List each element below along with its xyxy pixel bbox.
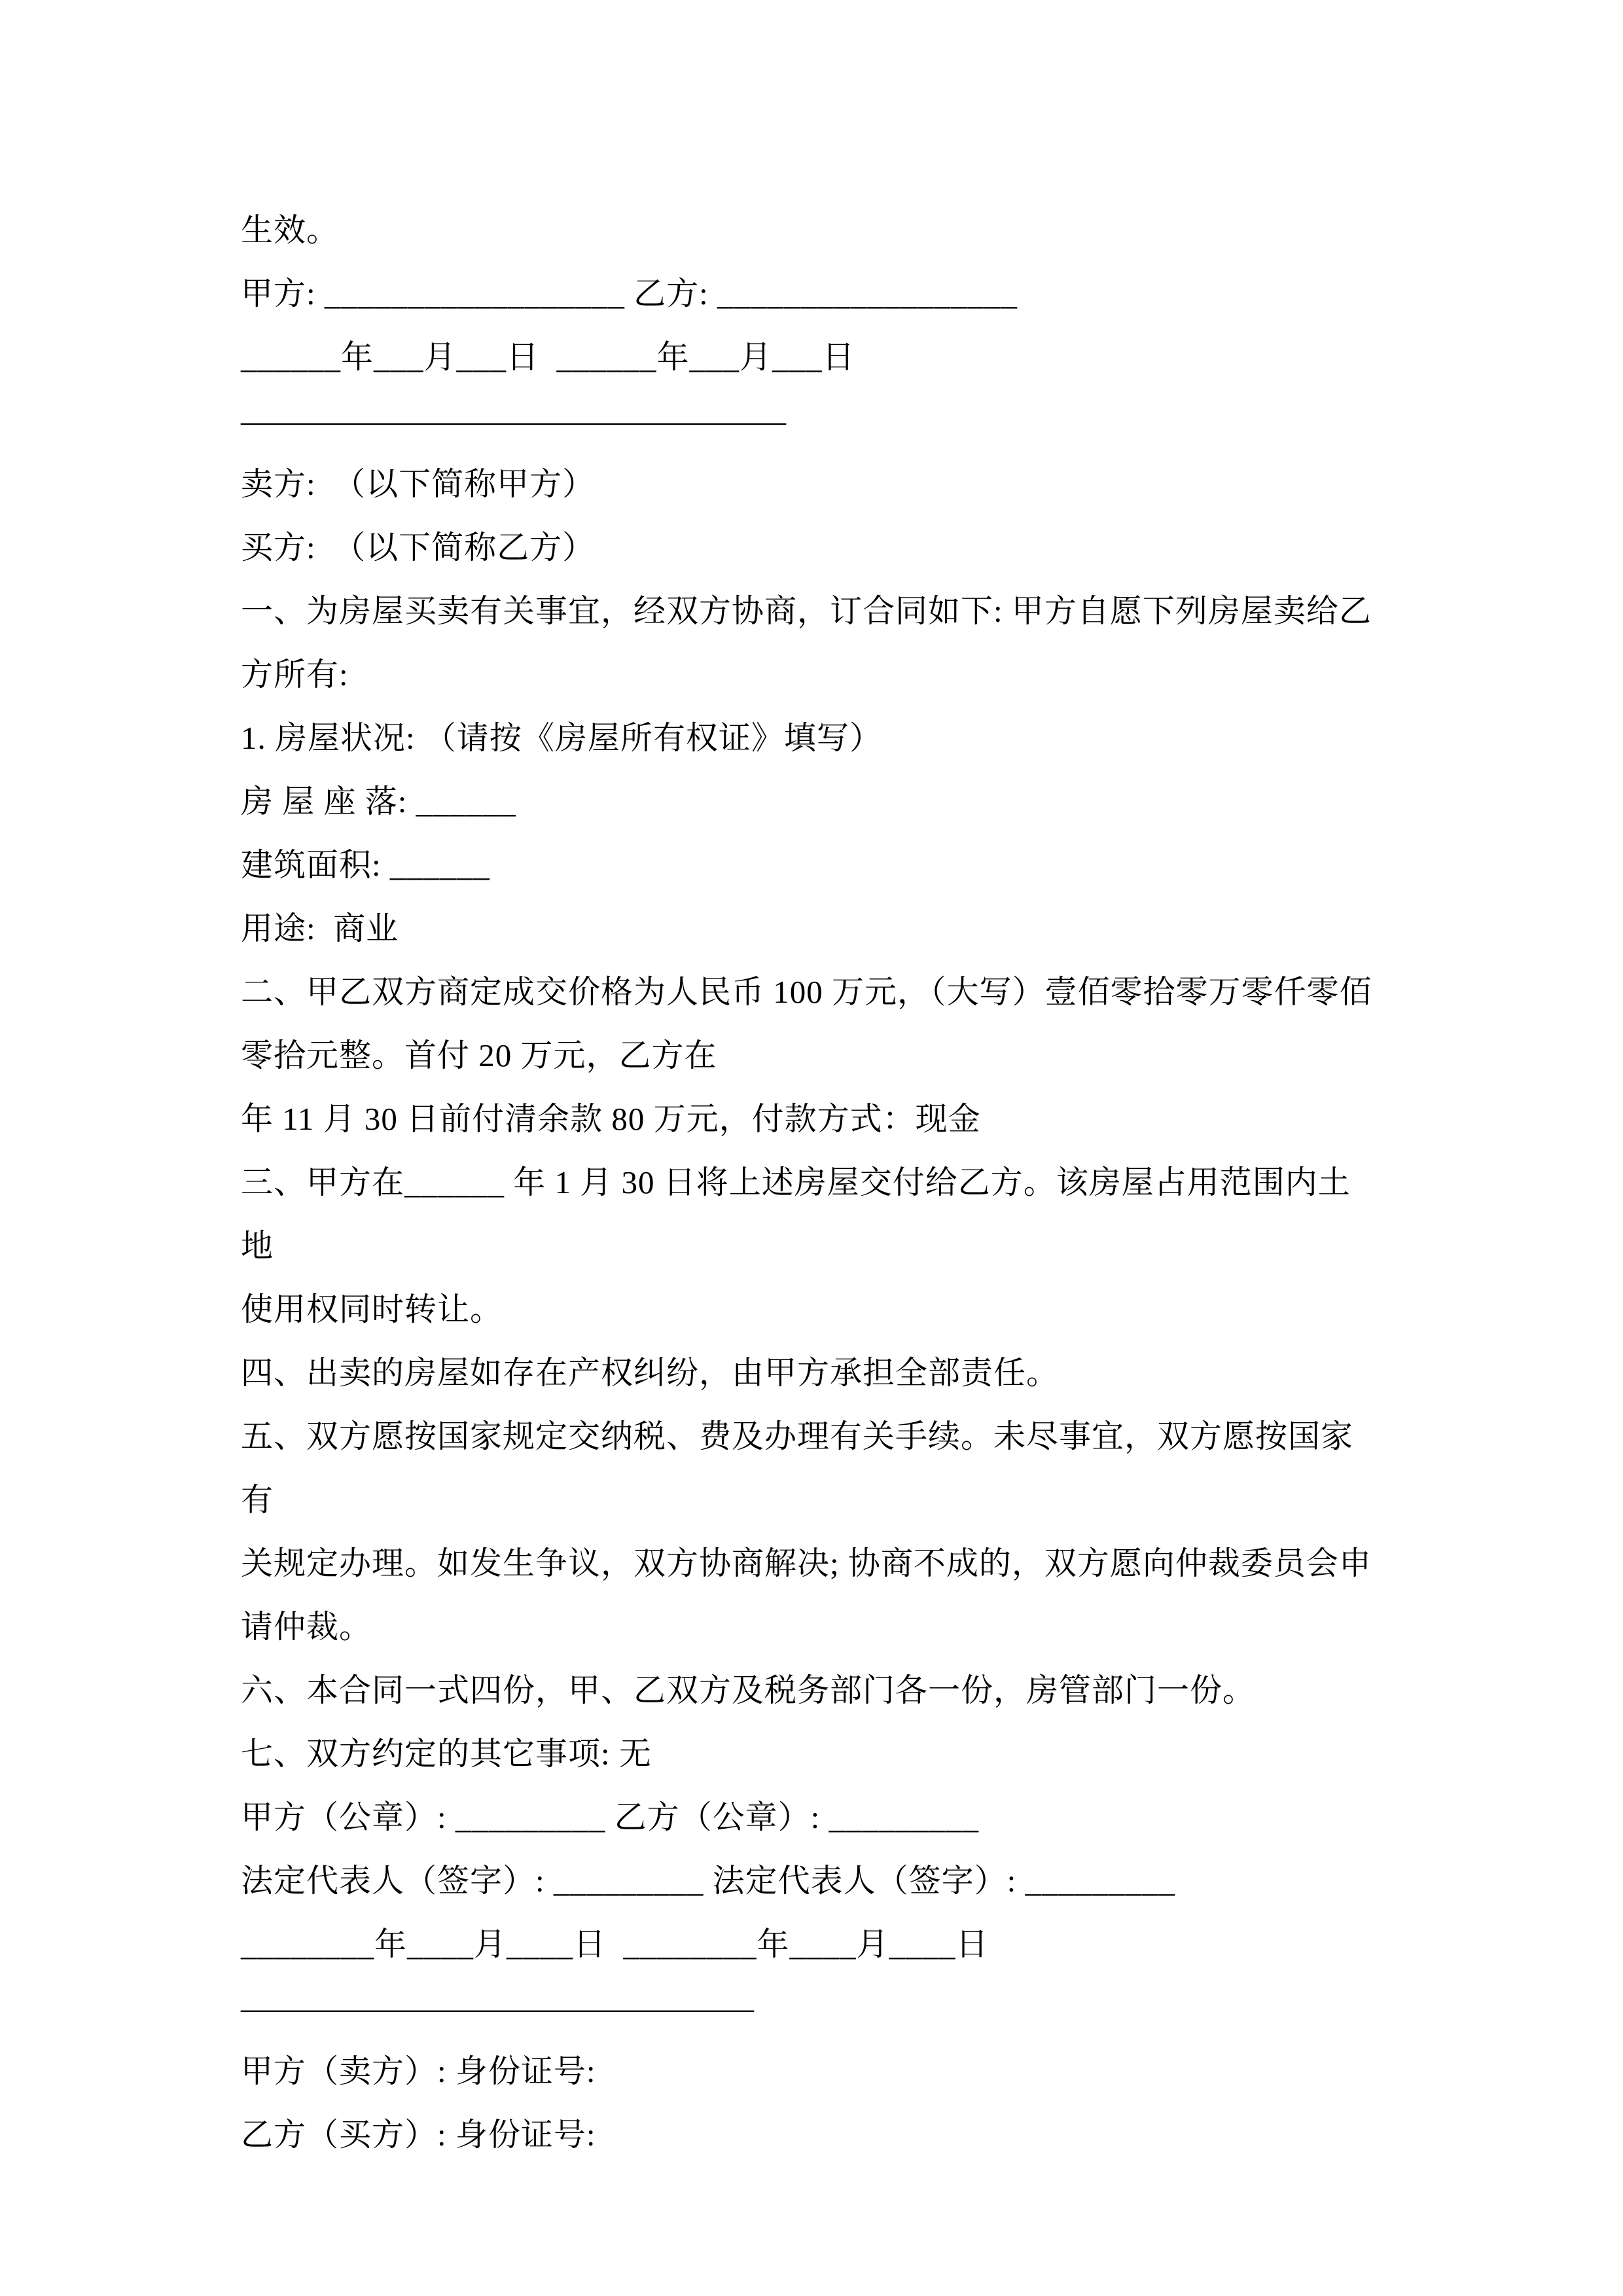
house-status-heading: 1. 房屋状况: （请按《房屋所有权证》填写） [241,720,882,756]
usage-field: 用途: 商业 [241,910,399,946]
date-blanks-bottom: ________年____月____日 ________年____月____日 [241,1926,989,1962]
date-blanks-top: ______年___月___日 ______年___月___日 [241,339,855,375]
house-location-field: 房 屋 座 落: ______ [241,783,516,819]
official-seal-blanks: 甲方（公章）: _________ 乙方（公章）: _________ [241,1799,979,1835]
clause-1-line-2: 方所有: [241,656,349,692]
clause-3-line-1: 三、甲方在______ 年 1 月 30 日将上述房屋交付给乙方。该房屋占用范围内土地 [241,1164,1351,1264]
party-b-id-label: 乙方（买方）: 身份证号: [241,2117,596,2153]
para-effective: 生效。 [241,212,340,248]
clause-7-text: 七、双方约定的其它事项: 无 [241,1736,652,1772]
clause-5-line-2: 关规定办理。如发生争议，双方协商解决; 协商不成的，双方愿向仲裁委员会申 [241,1545,1372,1581]
clause-2-line-2: 零拾元整。首付 20 万元，乙方在 [241,1037,717,1073]
section-divider-top: ————————————————— [241,403,786,439]
legal-representative-blanks: 法定代表人（签字）: _________ 法定代表人（签字）: _________ [241,1863,1175,1899]
clause-5-line-3: 请仲裁。 [241,1609,372,1645]
clause-2-line-3: 年 11 月 30 日前付清余款 80 万元，付款方式：现金 [241,1101,981,1137]
building-area-field: 建筑面积: ______ [241,847,490,883]
clause-6-text: 六、本合同一式四份，甲、乙双方及税务部门各一份，房管部门一份。 [241,1672,1256,1708]
clause-3-line-2: 使用权同时转让。 [241,1291,503,1327]
clause-4-text: 四、出卖的房屋如存在产权纠纷，由甲方承担全部责任。 [241,1355,1060,1391]
section-divider-bottom: ———————————————— [241,1990,754,2026]
clause-2-line-1: 二、甲乙双方商定成交价格为人民币 100 万元，（大写）壹佰零拾零万零仟零佰 [241,974,1372,1010]
seller-label: 卖方: （以下简称甲方） [241,466,596,502]
clause-1-line-1: 一、为房屋买卖有关事宜，经双方协商，订合同如下: 甲方自愿下列房屋卖给乙 [241,593,1372,629]
party-signature-blanks: 甲方: __________________ 乙方: __________________ [241,276,1018,312]
party-a-id-label: 甲方（卖方）: 身份证号: [241,2053,596,2089]
clause-5-line-1: 五、双方愿按国家规定交纳税、费及办理有关手续。未尽事宜，双方愿按国家有 [241,1418,1354,1518]
buyer-label: 买方: （以下简称乙方） [241,529,596,565]
